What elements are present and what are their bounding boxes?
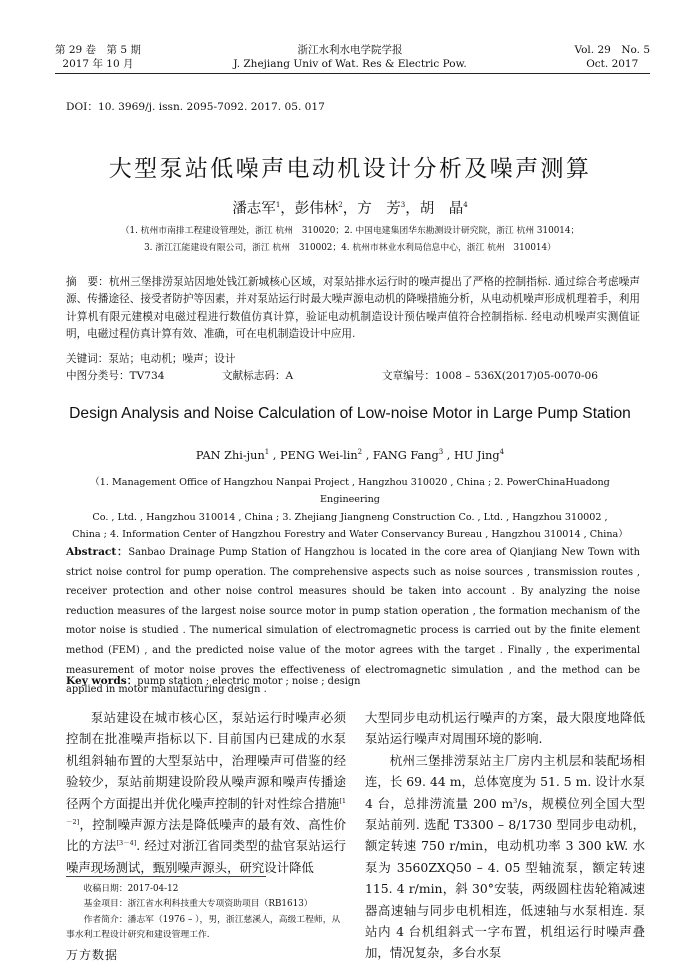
body-text: /s，规模位列全国大型泵站前列. 选配 T3300 – 8/1730 型同步电动机，额定转速 750 r/min，电动机功率 3 300 kW. 水泵为 3560ZXQ50 – 4. 05 型轴流泵，额定转速 115. 4 r/min，斜 30°安装，两级圆柱齿轮箱减速器高速轴与同步电机相连，低速轴与水泵相连. 泵站内 4 台机组斜式一字布置，机组运行时噪声叠加，情况复杂，多台水泵: [365, 795, 645, 961]
keywords-cn-label: 关键词：: [66, 353, 109, 365]
journal-name-en: J. Zhejiang Univ of Wat. Res & Electric Pow.: [233, 58, 467, 70]
keywords-en-label: Key words：: [66, 675, 138, 687]
abstract-en-label: Abstract：: [66, 546, 129, 558]
author-cn-name: 潘志军: [232, 201, 276, 217]
author-en-affiliation-index: 4: [499, 448, 505, 457]
footnote-rule: [66, 876, 266, 877]
header-date-cn: 2017 年 10 月: [62, 58, 134, 70]
title-en: Design Analysis and Noise Calculation of Low-noise Motor in Large Pump Station: [69, 405, 631, 422]
footnote-received: 收稿日期：2017-04-12: [83, 884, 179, 894]
watermark: 万方数据: [66, 948, 119, 962]
affiliation-en-line: China ; 4. Information Center of Hangzhou Forestry and Water Conservancy Bureau , Hangzhou 310014 , China）: [72, 528, 628, 540]
abstract-en-text: Sanbao Drainage Pump Station of Hangzhou is located in the core area of Qianjiang New Town with strict noise control for pump operation. The comprehensive aspects such as noise sources , transmission routes , receiver protection and other noise control measures should be taken into account . By analyzing the noise reduction measures of the largest noise source motor in pump station operation , the formation mechanism of the motor noise is studied . The numerical simulation of electromagnetic process is carried out by the finite element method (FEM) , and the predicted noise value of the motor agrees with the target . Finally , the experimental measurement of motor noise proves the effectiveness of electromagnetic simulation , and the method can be applied in motor manufacturing design .: [66, 547, 640, 696]
footnote-bio: 作者简介：潘志军（1976 – ），男，浙江慈溪人，高级工程师，从事水利工程设计研究和建设管理工作.: [66, 914, 341, 941]
author-en-name: PAN Zhi-jun: [195, 449, 265, 462]
abstract-cn: [66, 274, 640, 343]
article-number: 文章编号：1008 – 536X(2017)05-0070-06: [382, 370, 599, 382]
classification: [66, 368, 640, 385]
keywords-en-text: pump station ; electric motor ; noise ; design: [137, 676, 361, 687]
author-en-separator: ,: [269, 449, 280, 462]
author-en-affiliation-index: 3: [438, 448, 444, 457]
author-cn-affiliation-index: 4: [463, 201, 468, 210]
body-paragraph: 大型同步电动机运行噪声的方案，最大限度地降低泵站运行噪声对周围环境的影响.: [365, 710, 645, 747]
author-en-affiliation-index: 2: [357, 448, 363, 457]
title-cn: 大型泵站低噪声电动机设计分析及噪声测算: [108, 156, 592, 182]
clc-number: 中图分类号：TV734: [66, 370, 165, 382]
abstract-cn-text: 杭州三堡排涝泵站因地处钱江新城核心区域，对泵站排水运行时的噪声提出了严格的控制指标. 通过综合考虑噪声源、传播途径、接受者防护等因素，并对泵站运行时最大噪声源电动机的降噪措施分析，从电动机噪声形成机理着手，利用计算机有限元建模对电磁过程进行数值仿真计算，验证电动机制造设计预估噪声值符合控制指标. 经电动机噪声实测值证明，电磁过程仿真计算有效、准确，可在电机制造设计中应用.: [66, 276, 640, 340]
author-cn-affiliation-index: 2: [338, 201, 343, 210]
abstract-cn-label: 摘 要：: [66, 276, 109, 288]
author-cn-affiliation-index: 3: [400, 201, 406, 210]
header-date-en: Oct. 2017: [586, 58, 639, 70]
body-column-right: [365, 707, 645, 964]
header-journal: [200, 43, 500, 71]
affiliations-en: [62, 474, 638, 543]
header-issue: [55, 43, 141, 71]
keywords-cn: [66, 351, 640, 368]
header-volume-en: Vol. 29 No. 5: [574, 44, 650, 56]
document-code: 文献标志码：A: [222, 370, 294, 382]
body-text: 泵站建设在城市核心区，泵站运行时噪声必须控制在批准噪声指标以下. 目前国内已建成的水泵机组斜轴布置的大型泵站中，治理噪声可借鉴的经验较少，泵站前期建设阶段从噪声源和噪声传播途径两个方面提出并优化噪声控制的针对性综合措施: [66, 710, 346, 811]
author-cn-name: 方 芳: [357, 201, 401, 217]
author-cn-name: 胡 晶: [419, 201, 464, 217]
author-en-name: HU Jing: [453, 449, 500, 462]
author-cn-separator: ，: [405, 201, 420, 217]
body-text: ，控制噪声源方法是降低噪声的最有效、高性价比的方法: [66, 817, 346, 854]
body-column-left: [66, 707, 346, 878]
keywords-cn-text: 泵站；电动机；噪声；设计: [108, 353, 236, 365]
body-text: . 经过对浙江省同类型的盐官泵站运行噪声现场测试，甄别噪声源头，研究设计降低: [66, 838, 346, 875]
citation-ref: [1－2]: [66, 796, 346, 826]
journal-name-cn: 浙江水利水电学院学报: [297, 44, 403, 56]
author-cn-separator: ，: [342, 201, 358, 217]
author-en-name: PENG Wei-lin: [279, 449, 358, 462]
doi: DOI：10. 3969/j. issn. 2095-7092. 2017. 05. 017: [66, 101, 325, 113]
author-cn-affiliation-index: 1: [275, 201, 281, 210]
header-volume: 第 29 卷 第 5 期: [55, 44, 141, 56]
author-cn-separator: ，: [280, 201, 295, 217]
keywords-en: [66, 672, 640, 691]
affiliation-en-line: （1. Management Office of Hangzhou Nanpai Project , Hangzhou 310020 , China ; 2. PowerChinaHuadong Engineering: [90, 477, 610, 506]
affiliation-cn-line: 3. 浙江江能建设有限公司，浙江 杭州 310002；4. 杭州市林业水利局信息中心，浙江 杭州 310014）: [144, 243, 556, 253]
author-en-affiliation-index: 1: [264, 448, 270, 457]
header-issue-en: [574, 43, 650, 71]
affiliations-cn: [60, 223, 640, 257]
author-cn-name: 彭伟林: [294, 201, 339, 217]
author-en-separator: ,: [443, 449, 454, 462]
author-en-separator: ,: [362, 449, 373, 462]
body-paragraph: [66, 707, 346, 878]
footnote-fund: 基金项目：浙江省水利科技重大专项资助项目（RB1613）: [83, 899, 313, 910]
author-en-name: FANG Fang: [372, 449, 439, 462]
citation-ref: [3－4]: [116, 839, 137, 848]
affiliation-en-line: Co. , Ltd. , Hangzhou 310014 , China ; 3. Zhejiang Jiangneng Construction Co. , Ltd. , Hangzhou 310002 ,: [92, 511, 608, 523]
authors-en: [0, 449, 700, 462]
authors-cn: [0, 197, 700, 218]
affiliation-cn-line: （1. 杭州市南排工程建设管理处，浙江 杭州 310020；2. 中国电建集团华东勘测设计研究院，浙江 杭州 310014；: [120, 226, 580, 236]
footnotes: [66, 882, 348, 944]
header-rule: [55, 73, 650, 74]
body-text: 杭州三堡排涝泵站主厂房内主机层和装配场相连，长 69. 44 m，总体宽度为 51. 5 m. 设计水泵 4 台，总排涝流量 200 m: [365, 752, 645, 811]
unit-superscript: 3: [513, 796, 518, 805]
body-paragraph: [365, 750, 645, 964]
